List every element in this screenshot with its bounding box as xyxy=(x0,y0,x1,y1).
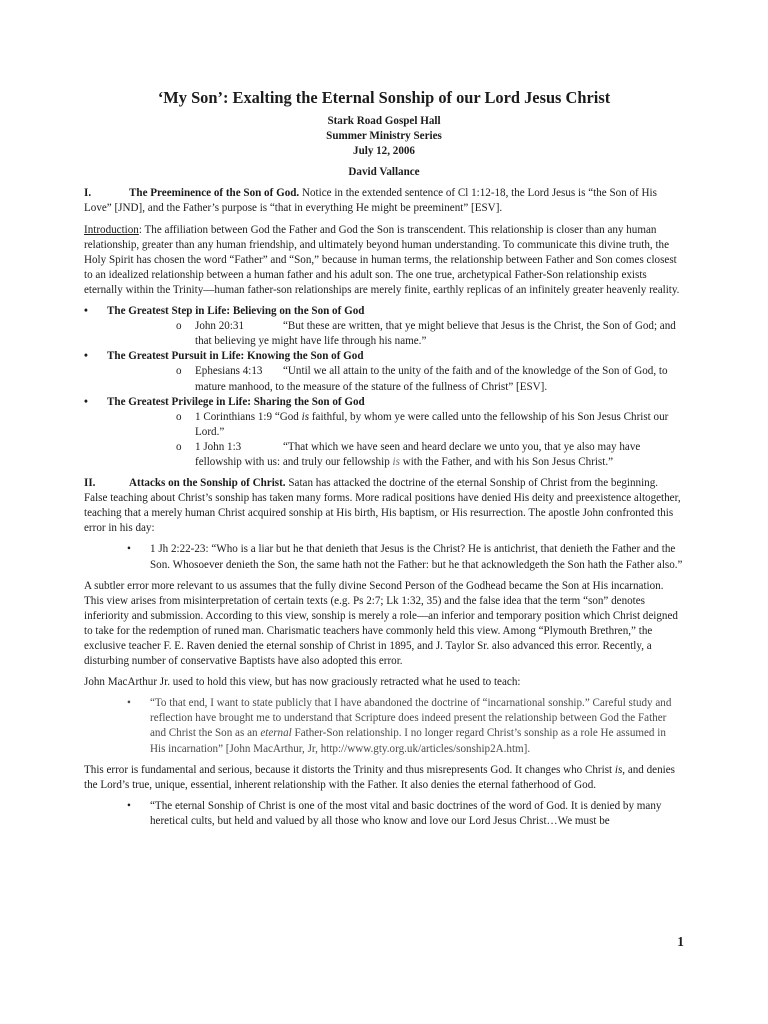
list-item: • “The eternal Sonship of Christ is one of the most vital and basic doctrines of the word of God. It is denied by many heretical cults, but held and valued by all those who know and love our Lord Jesus Christ…We must be xyxy=(127,799,684,829)
reference-list xyxy=(107,319,684,349)
document-title: ‘My Son’: Exalting the Eternal Sonship of our Lord Jesus Christ xyxy=(157,88,611,107)
reference-item: o John 20:31 “But these are written, that ye might believe that Jesus is the Christ, the Son of God; and that believing ye might have life through his name.” xyxy=(176,320,676,348)
section-2-number: II. xyxy=(84,477,96,490)
reference-label: 1 Corinthians 1:9 xyxy=(195,410,273,423)
list-item xyxy=(84,395,684,470)
reference-item: o Ephesians 4:13 “Until we all attain to the unity of the faith and of the knowledge of the Son of God, to mature manhood, to the measure of the stature of the fullness of Christ” [ESV]. xyxy=(176,365,668,393)
meta-venue: Stark Road Gospel Hall xyxy=(327,115,441,127)
reference-item: o 1 Corinthians 1:9 “God is faithful, by whom ye were called unto the fellowship of his Son Jesus Christ our Lord.” xyxy=(176,410,669,438)
error-paragraph: This error is fundamental and serious, because it distorts the Trinity and thus misrepresents God. It changes who Christ is, and denies the Lord’s true, unique, essential, inherent relationship with the Father. It also denies the eternal fatherhood of God. xyxy=(84,763,675,791)
list-item xyxy=(84,304,684,349)
document-meta xyxy=(84,114,684,159)
subtler-error-paragraph: A subtler error more relevant to us assumes that the fully divine Second Person of the Godhead became the Son at His incarnation. This view arises from misinterpretation of certain texts (e.g. Ps 2:7; Lk 1:32, 35) and the false idea that the term “son” denotes inferiority and submission. According to this view, sonship is merely a role—an inferior and temporary position which Christ deigned to take for the redemption of runed man. Charismatic teachers have commonly held this view. Among “Plymouth Brethren,” the exclusive teacher F. E. Raven denied the eternal sonship of Christ in 1895, and J. Taylor Sr. also advanced this error. Recently, a disturbing number of conservative Baptists have also adopted this error. xyxy=(84,579,678,668)
macarthur-paragraph: John MacArthur Jr. used to hold this view, but has now graciously retracted what he used to teach: xyxy=(84,676,521,689)
reference-label: John 20:31 xyxy=(195,320,245,333)
page-number: 1 xyxy=(677,934,684,949)
section-1-number: I. xyxy=(84,187,92,200)
meta-date: July 12, 2006 xyxy=(353,145,415,158)
list-item: • 1 Jh 2:22-23: “Who is a liar but he that denieth that Jesus is the Christ? He is antichrist, that denieth the Father and the Son. Whosoever denieth the Son, the same hath not the Father: but he that acknowledgeth the Son hath the Father also.” xyxy=(127,542,684,572)
section-2-text: Satan has attacked the doctrine of the eternal Sonship of Christ from the beginning. False teaching about Christ’s sonship has taken many forms. More radical positions have denied His deity and preexistence altogether, teaching that a merely human Christ acquired sonship at His birth, His baptism, or His resurrection. The apostle John confronted this error in his day: xyxy=(84,477,681,535)
introduction-text: : The affiliation between God the Father and God the Son is transcendent. This relationship is closer than any human relationship, greater than any human friendship, and ultimately beyond human understanding. To communicate this divine truth, the Holy Spirit has chosen the word “Father” and “Son,” because in human terms, the relationship between Father and Son comes closest to an idealized relationship between a human father and his adult son. The one true, archetypical Father-Son relationship exists eternally within the Trinity—human father-son relationships are merely finite, earthly replicas of an infinitely greater heavenly reality. xyxy=(84,223,680,296)
introduction-label: Introduction xyxy=(84,223,139,236)
reference-item: o 1 John 1:3 “That which we have seen and heard declare we unto you, that ye also may have fellowship with us: and truly our fellowship is with the Father, and with his Son Jesus Christ.” xyxy=(176,440,641,468)
meta-series: Summer Ministry Series xyxy=(326,130,442,143)
section-1-text: Notice in the extended sentence of Cl 1:12-18, the Lord Jesus is “the Son of His Love” [JND], and the Father’s purpose is “that in everything He might be preeminent” [ESV]. xyxy=(84,187,657,215)
section-1 xyxy=(84,186,684,216)
greatest-heading: The Greatest Pursuit in Life: Knowing the Son of God xyxy=(107,350,364,363)
reference-list xyxy=(107,410,684,470)
document-author: David Vallance xyxy=(348,166,420,179)
final-quote-list xyxy=(84,799,684,829)
section-1-title: The Preeminence of the Son of God. xyxy=(129,187,300,200)
reference-text: “Until we all attain to the unity of the faith and of the knowledge of the Son of God, to mature manhood, to the measure of the stature of the fullness of Christ” [ESV]. xyxy=(195,365,668,393)
introduction-paragraph xyxy=(84,223,684,298)
greatest-heading: The Greatest Step in Life: Believing on the Son of God xyxy=(107,305,365,318)
reference-text: “But these are written, that ye might believe that Jesus is the Christ, the Son of God; and that believing ye might have life through his name.” xyxy=(195,320,676,348)
macarthur-quote-list xyxy=(84,696,684,756)
reference-list xyxy=(107,364,684,394)
section-2-title: Attacks on the Sonship of Christ. xyxy=(129,477,286,490)
scripture-bullet-list xyxy=(84,542,684,572)
greatest-list xyxy=(84,304,684,470)
list-item xyxy=(84,349,684,394)
section-2 xyxy=(84,476,684,536)
list-item: • “To that end, I want to state publicly that I have abandoned the doctrine of “incarnational sonship.” Careful study and reflection have brought me to understand that Scripture does indeed present the relationship between God the Father and Christ the Son as an eternal Father-Son relationship. I no longer regard Christ’s sonship as a role He assumed in His incarnation” [John MacArthur, Jr, http://www.gty.org.uk/articles/sonship2A.htm]. xyxy=(127,696,684,756)
reference-label: 1 John 1:3 xyxy=(195,440,242,453)
greatest-heading: The Greatest Privilege in Life: Sharing the Son of God xyxy=(107,395,365,408)
reference-label: Ephesians 4:13 xyxy=(195,365,263,378)
